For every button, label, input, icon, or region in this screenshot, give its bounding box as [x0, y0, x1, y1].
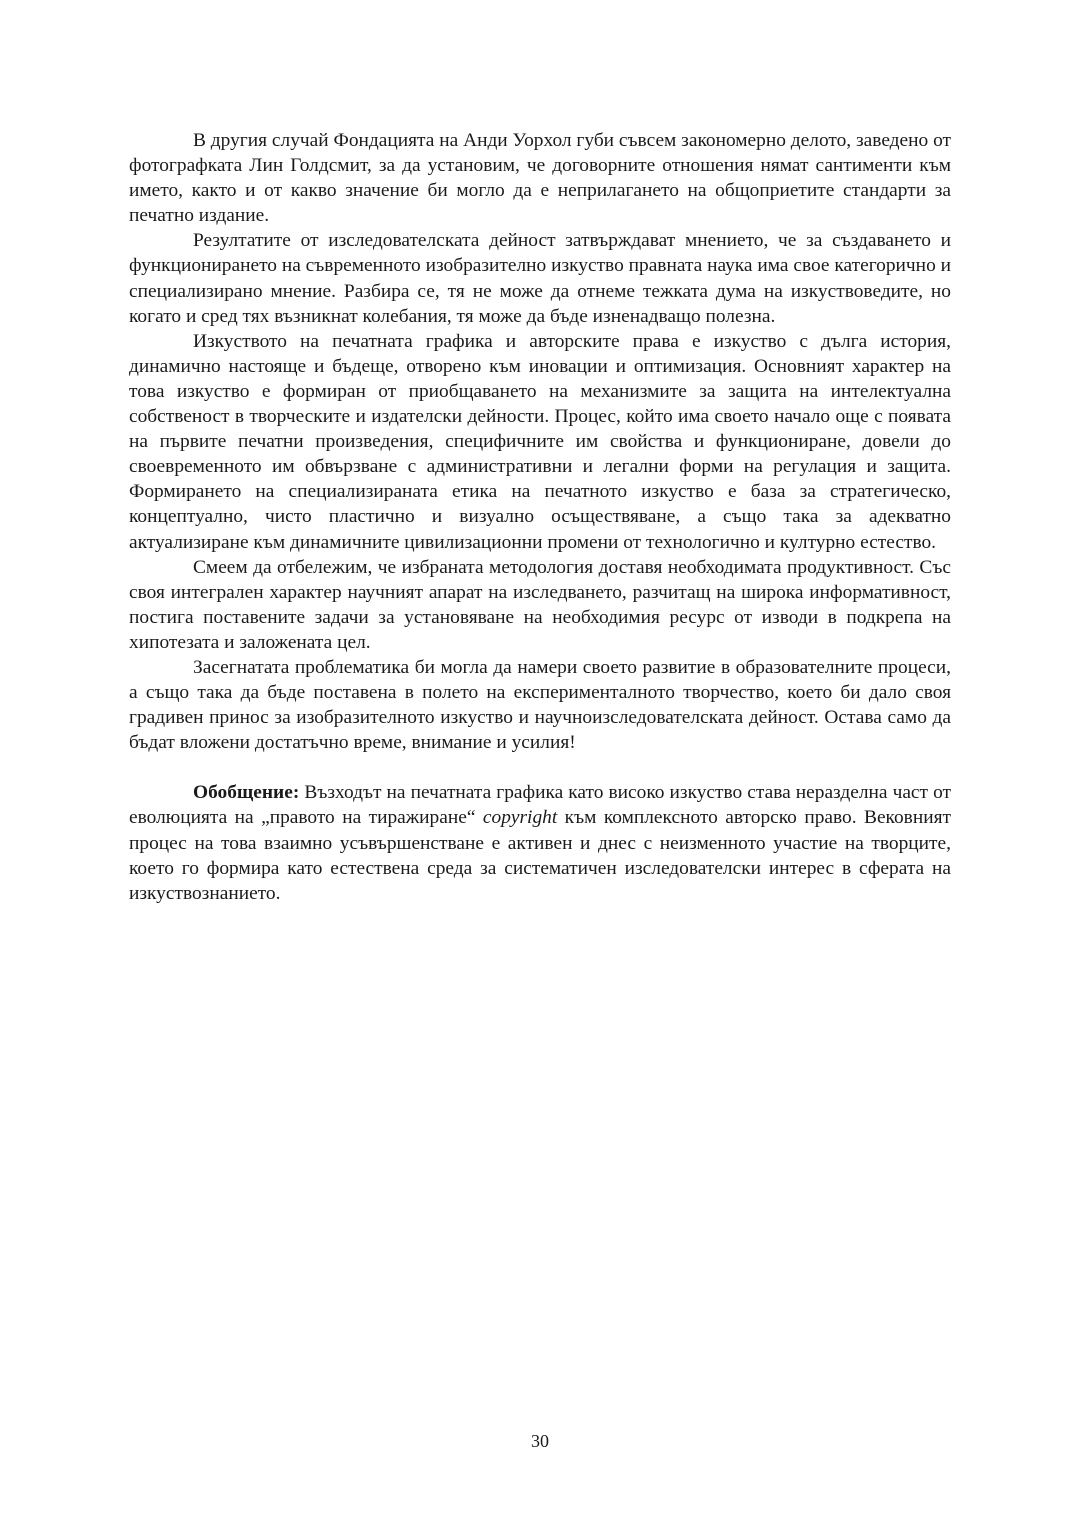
paragraph-printmaking-art: Изкуството на печатната графика и авторските права е изкуство с дълга история, динамично настояще и бъдеще, отворено към иновации и оптимизация. Основният характер на това изкуство е формиран от приобщаването на механизмите за защита на интелектуална собственост в творческите и издателски дейности. Процес, който има своето начало още с появата на първите печатни произведения, специфичните им свойства и функциониране, довели до своевременното им обвързване с административни и легални форми на регулация и защита. Формирането на специализираната етика на печатното изкуство е база за стратегическо, концептуално, чисто пластично и визуално осъществяване, а също така за адекватно актуализиране към динамичните цивилизационни промени от технологично и културно естество. [129, 330, 951, 553]
summary-text-after: към комплексното авторско право. Вековният процес на това взаимно усъвършенстване е активен и днес с неизменното участие на творците, което го формира като естествена среда за систематичен изследователски интерес в сферата на изкуствознанието. [129, 807, 951, 904]
paragraph-andy-warhol-case: В другия случай Фондацията на Анди Уорхол губи съвсем закономерно делото, заведено от фотографката Лин Голдсмит, за да установим, че договорните отношения нямат сантименти към името, както и от какво значение би могло да е неприлагането на общоприетите стандарти за печатно издание. [129, 130, 951, 227]
paragraph-methodology: Смеем да отбележим, че избраната методология доставя необходимата продуктивност. Със своя интегрален характер научният апарат на изследването, разчитащ на широка информативност, постига поставените задачи за установяване на необходимия ресурс от изводи в подкрепа на хипотезата и заложената цел. [129, 556, 951, 653]
summary-text-before: Възходът на печатната графика като високо изкуство става неразделна част от еволюцията на „правото на тиражиране“ [129, 782, 951, 829]
paragraph-future-development: Засегнатата проблематика би могла да намери своето развитие в образователните процеси, а също така да бъде поставена в полето на експерименталното творчество, което би дало своя градивен принос за изобразителното изкуство и научноизследователската дейност. Остава само да бъдат вложени достатъчно време, внимание и усилия! [129, 656, 951, 754]
summary-paragraph [129, 780, 951, 905]
body-text [129, 128, 951, 906]
page-number: 30 [531, 1431, 549, 1451]
paragraph-research-results: Резултатите от изследователската дейност затвърждават мнението, че за създаването и функционирането на съвременното изобразително изкуство правната наука има свое категорично и специализирано мнение. Разбира се, тя не може да отнеме тежката дума на изкуствоведите, но когато и сред тях възникнат колебания, тя може да бъде изненадващо полезна. [129, 230, 951, 327]
summary-italic-term: copyright [482, 807, 558, 829]
summary-label: Обобщение: [193, 782, 300, 804]
